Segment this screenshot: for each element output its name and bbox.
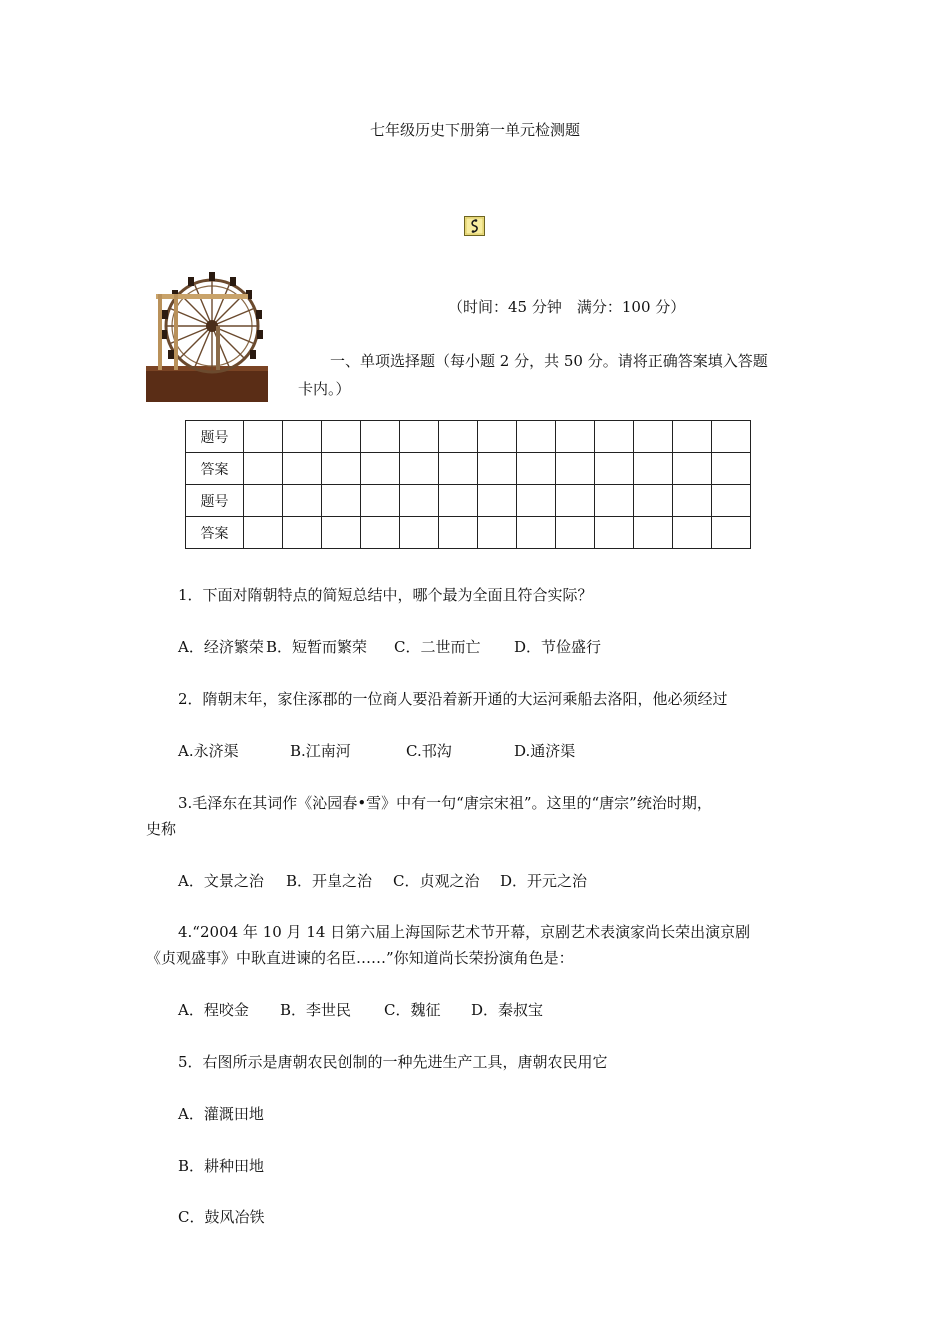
- answer-cell[interactable]: [517, 453, 556, 485]
- question-1-options: [178, 636, 601, 657]
- question-5-option-a[interactable]: A．灌溉田地: [178, 1105, 264, 1123]
- answer-cell[interactable]: [478, 517, 517, 549]
- answer-cell[interactable]: [595, 485, 634, 517]
- option-b[interactable]: B．短暂而繁荣: [266, 638, 368, 656]
- answer-cell[interactable]: [322, 421, 361, 453]
- question-4-options: [178, 999, 543, 1020]
- answer-cell[interactable]: [283, 421, 322, 453]
- question-4-stem-line2: 《贞观盛事》中耿直进谏的名臣……”你知道尚长荣扮演角色是：: [146, 949, 574, 967]
- answer-cell[interactable]: [361, 517, 400, 549]
- answer-cell[interactable]: [478, 421, 517, 453]
- row-label: 题号: [186, 485, 244, 517]
- question-1-stem: 1．下面对隋朝特点的简短总结中，哪个最为全面且符合实际？: [178, 586, 593, 604]
- answer-cell[interactable]: [517, 485, 556, 517]
- option-d[interactable]: D．秦叔宝: [471, 1001, 544, 1019]
- answer-cell[interactable]: [712, 517, 751, 549]
- time-and-score: （时间：45 分钟 满分：100 分）: [448, 298, 686, 316]
- answer-cell[interactable]: [283, 453, 322, 485]
- answer-cell[interactable]: [712, 485, 751, 517]
- option-d[interactable]: D.通济渠: [514, 742, 576, 760]
- option-b[interactable]: B.江南河: [290, 742, 351, 760]
- answer-cell[interactable]: [400, 485, 439, 517]
- answer-cell[interactable]: [439, 421, 478, 453]
- answer-cell[interactable]: [361, 421, 400, 453]
- option-a[interactable]: A．经济繁荣: [178, 638, 264, 656]
- question-5-option-c[interactable]: C．鼓风冶铁: [178, 1208, 265, 1226]
- option-a[interactable]: A．程咬金: [178, 1001, 249, 1019]
- option-a[interactable]: A.永济渠: [178, 742, 239, 760]
- answer-cell[interactable]: [361, 485, 400, 517]
- link-object-icon[interactable]: [464, 216, 485, 236]
- answer-cell[interactable]: [595, 517, 634, 549]
- answer-cell[interactable]: [673, 517, 712, 549]
- question-2-stem: 2．隋朝末年，家住涿郡的一位商人要沿着新开通的大运河乘船去洛阳，他必须经过: [178, 690, 728, 708]
- option-d[interactable]: D．开元之治: [500, 872, 588, 890]
- question-4-stem-line1: 4.“2004 年 10 月 14 日第六届上海国际艺术节开幕，京剧艺术表演家尚长荣出演京剧: [178, 923, 751, 941]
- row-label: 题号: [186, 421, 244, 453]
- answer-cell[interactable]: [478, 453, 517, 485]
- answer-cell[interactable]: [556, 453, 595, 485]
- row-label: 答案: [186, 517, 244, 549]
- answer-cell[interactable]: [283, 485, 322, 517]
- row-label: 答案: [186, 453, 244, 485]
- answer-cell[interactable]: [673, 453, 712, 485]
- answer-cell[interactable]: [517, 421, 556, 453]
- option-d[interactable]: D．节俭盛行: [514, 638, 602, 656]
- table-row: [186, 517, 751, 549]
- answer-cell[interactable]: [400, 517, 439, 549]
- answer-cell[interactable]: [634, 453, 673, 485]
- answer-cell[interactable]: [673, 421, 712, 453]
- question-5-option-b[interactable]: B．耕种田地: [178, 1157, 265, 1175]
- question-3-stem-line2: 史称: [146, 820, 177, 838]
- table-row: [186, 421, 751, 453]
- question-2-options: [178, 740, 575, 761]
- answer-cell[interactable]: [634, 421, 673, 453]
- answer-cell[interactable]: [244, 421, 283, 453]
- answer-cell[interactable]: [244, 453, 283, 485]
- answer-cell[interactable]: [634, 485, 673, 517]
- answer-cell[interactable]: [244, 485, 283, 517]
- question-5-stem: 5．右图所示是唐朝农民创制的一种先进生产工具，唐朝农民用它: [178, 1053, 608, 1071]
- answer-cell[interactable]: [439, 485, 478, 517]
- option-c[interactable]: C．贞观之治: [393, 872, 480, 890]
- table-row: [186, 485, 751, 517]
- option-a[interactable]: A．文景之治: [178, 872, 264, 890]
- answer-cell[interactable]: [595, 453, 634, 485]
- option-c[interactable]: C.邗沟: [406, 742, 452, 760]
- answer-cell[interactable]: [634, 517, 673, 549]
- section-line-1: 一、单项选择题（每小题 2 分，共 50 分。请将正确答案填入答题: [330, 352, 768, 370]
- answer-cell[interactable]: [322, 453, 361, 485]
- section-heading: [298, 347, 810, 403]
- option-b[interactable]: B．李世民: [280, 1001, 352, 1019]
- answer-cell[interactable]: [439, 517, 478, 549]
- answer-cell[interactable]: [595, 421, 634, 453]
- option-c[interactable]: C．二世而亡: [394, 638, 481, 656]
- answer-cell[interactable]: [244, 517, 283, 549]
- document-title: 七年级历史下册第一单元检测题: [369, 121, 580, 139]
- answer-cell[interactable]: [322, 517, 361, 549]
- answer-cell[interactable]: [400, 421, 439, 453]
- answer-cell[interactable]: [712, 421, 751, 453]
- answer-cell[interactable]: [517, 517, 556, 549]
- table-row: [186, 453, 751, 485]
- question-3-options: [178, 870, 587, 891]
- section-line-2: 卡内。）: [298, 380, 351, 398]
- answer-cell[interactable]: [439, 453, 478, 485]
- option-c[interactable]: C．魏征: [384, 1001, 441, 1019]
- question-3-stem-line1: 3.毛泽东在其词作《沁园春•雪》中有一句“唐宗宋祖”。这里的“唐宗”统治时期，: [178, 794, 712, 812]
- answer-cell[interactable]: [361, 453, 400, 485]
- answer-cell[interactable]: [556, 485, 595, 517]
- answer-cell[interactable]: [556, 517, 595, 549]
- answer-cell[interactable]: [556, 421, 595, 453]
- answer-card-table: [185, 420, 751, 549]
- answer-cell[interactable]: [283, 517, 322, 549]
- answer-cell[interactable]: [478, 485, 517, 517]
- answer-cell[interactable]: [673, 485, 712, 517]
- answer-cell[interactable]: [712, 453, 751, 485]
- answer-cell[interactable]: [322, 485, 361, 517]
- waterwheel-illustration: [146, 266, 268, 402]
- answer-cell[interactable]: [400, 453, 439, 485]
- option-b[interactable]: B．开皇之治: [286, 872, 373, 890]
